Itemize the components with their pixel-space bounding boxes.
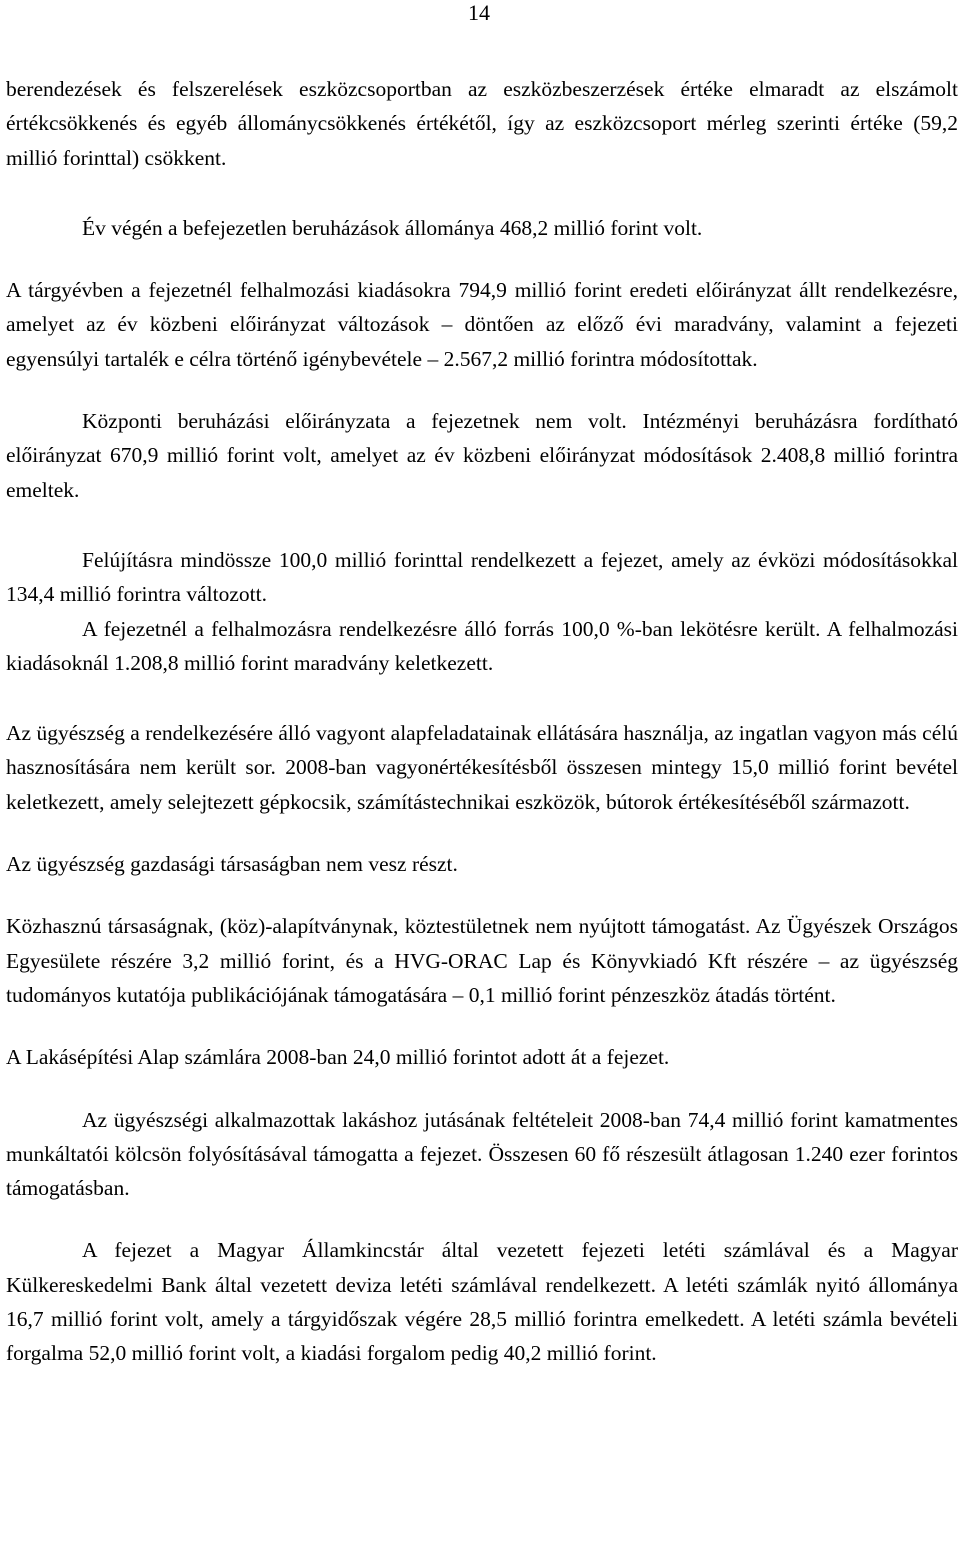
paragraph-accumulation-source: A fejezetnél a felhalmozásra rendelkezésre álló forrás 100,0 %-ban lekötésre került. A felhalmozási kiadásoknál 1.208,8 millió forint maradvány keletkezett. [6,616,958,675]
paragraph-asset-group: berendezések és felszerelések eszközcsoportban az eszközbeszerzések értéke elmaradt az elszámolt értékcsökkenés és egyéb állománycsökkenés értékétől, így az eszközcsoport mérleg szerinti értéke (59,2 millió forinttal) csökkent. [6,77,958,170]
page-number: 14 [468,0,490,25]
paragraph-renovation: Felújításra mindössze 100,0 millió forinttal rendelkezett a fejezet, amely az évközi módosításokkal 134,4 millió forintra változott. [6,547,958,607]
paragraph-housing-fund: A Lakásépítési Alap számlára 2008-ban 24,0 millió forintot adott át a fejezet. [6,1045,670,1070]
paragraph-property-use: Az ügyészség a rendelkezésére álló vagyont alapfeladatainak ellátására használja, az ingatlan vagyon más célú hasznosítására nem került sor. 2008-ban vagyonértékesítésből összesen mintegy 15,0 millió forint bevétel keletkezett, amely selejtezett gépkocsik, számítástechnikai eszközök, bútorok értékesítéséből származott. [6,721,958,814]
paragraph-economic-companies: Az ügyészség gazdasági társaságban nem vesz részt. [6,852,458,877]
paragraph-unfinished-investments: Év végén a befejezetlen beruházások állománya 468,2 millió forint volt. [82,215,703,240]
paragraph-public-benefit-support: Közhasznú társaságnak, (köz)-alapítványnak, köztestületnek nem nyújtott támogatást. Az Ügyészek Országos Egyesülete részére 3,2 millió forint, és a HVG-ORAC Lap és Könyvkiadó Kft részére – az ügyészség tudományos kutatója publikációjának támogatására – 0,1 millió forint pénzeszköz átadás történt. [6,914,958,1007]
paragraph-accumulation-expenditure: A tárgyévben a fejezetnél felhalmozási kiadásokra 794,9 millió forint eredeti előirányzat állt rendelkezésre, amelyet az év közbeni előirányzat változások – döntően az előző évi maradvány, valamint a fejezeti egyensúlyi tartalék e célra történő igénybevétele – 2.567,2 millió forintra módosítottak. [6,278,958,371]
paragraph-housing-support: Az ügyészségi alkalmazottak lakáshoz jutásának feltételeit 2008-ban 74,4 millió forint kamatmentes munkáltatói kölcsön folyósításával támogatta a fejezet. Összesen 60 fő részesült átlagosan 1.240 ezer forintos támogatásban. [6,1107,958,1201]
paragraph-deposit-accounts: A fejezet a Magyar Államkincstár által vezetett fejezeti letéti számlával és a Magyar Külkereskedelmi Bank által vezetett deviza letéti számlával rendelkezett. A letéti számlák nyitó állománya 16,7 millió forint volt, amely a tárgyidőszak végére 28,5 millió forintra emelkedett. A letéti számla bevételi forgalma 52,0 millió forint volt, a kiadási forgalom pedig 40,2 millió forint. [6,1238,958,1366]
document-body [6,72,958,1371]
paragraph-central-investment: Központi beruházási előirányzata a fejezetnek nem volt. Intézményi beruházásra fordítható előirányzat 670,9 millió forint volt, amelyet az év közbeni előirányzat módosítások 2.408,8 millió forintra emeltek. [6,409,958,502]
